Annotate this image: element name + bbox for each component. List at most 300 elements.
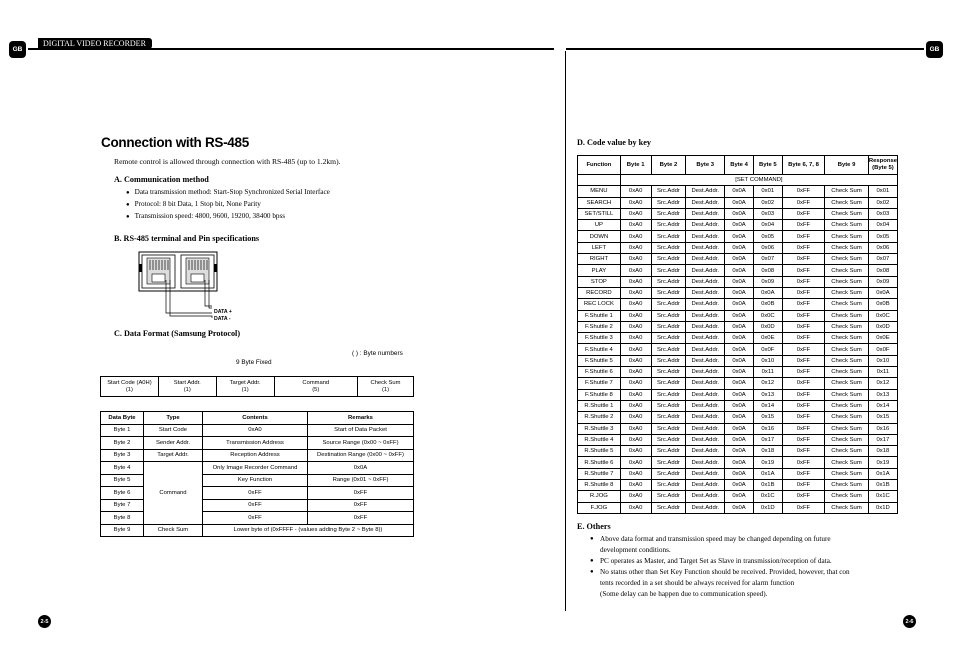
cell: Src.Addr bbox=[651, 457, 686, 468]
cell: R.Shuttle 8 bbox=[578, 480, 621, 491]
cell: Src.Addr bbox=[651, 186, 686, 197]
cell: Check Sum bbox=[825, 310, 869, 321]
col-header: Byte 6, 7, 8 bbox=[782, 156, 825, 175]
cell: 0xA0 bbox=[620, 299, 651, 310]
cell: 0xA0 bbox=[620, 423, 651, 434]
table-row bbox=[578, 480, 898, 491]
cell: 0x0E bbox=[753, 333, 782, 344]
cell: 0x19 bbox=[753, 457, 782, 468]
cell: 0x1C bbox=[868, 491, 897, 502]
section-e-heading: E. Others bbox=[577, 522, 611, 531]
cell: Dest.Addr. bbox=[686, 446, 725, 457]
cell: 0xA0 bbox=[620, 355, 651, 366]
cell: 0x0A bbox=[725, 480, 754, 491]
cell: Only Image Recorder Command bbox=[203, 462, 308, 475]
cell: 0x0A bbox=[725, 355, 754, 366]
cell: 0x16 bbox=[753, 423, 782, 434]
cell: 0xFF bbox=[782, 197, 825, 208]
cell: Src.Addr bbox=[651, 400, 686, 411]
cell: Src.Addr bbox=[651, 378, 686, 389]
cell: Check Sum bbox=[825, 434, 869, 445]
cell: 0x0A bbox=[725, 367, 754, 378]
cell: Check Sum bbox=[825, 242, 869, 253]
section-b-heading: B. RS-485 terminal and Pin specifications bbox=[114, 234, 260, 243]
cell: 0xFF bbox=[782, 378, 825, 389]
cell: Key Function bbox=[203, 474, 308, 487]
cell: 0xFF bbox=[782, 287, 825, 298]
table-row bbox=[578, 333, 898, 344]
cell: 0x02 bbox=[753, 197, 782, 208]
data-minus-label: DATA - bbox=[214, 316, 231, 322]
section-e-bullets bbox=[590, 534, 890, 600]
cell: Check Sum bbox=[825, 333, 869, 344]
table-row bbox=[578, 254, 898, 265]
cell: 0xA0 bbox=[620, 400, 651, 411]
cell: 0xA0 bbox=[620, 344, 651, 355]
cell: 0xFF bbox=[782, 389, 825, 400]
cell: 0x0A bbox=[725, 197, 754, 208]
cell: Dest.Addr. bbox=[686, 468, 725, 479]
table-row bbox=[578, 457, 898, 468]
col-header: Byte 2 bbox=[651, 156, 686, 175]
cell: R.Shuttle 2 bbox=[578, 412, 621, 423]
cell: 0x0A bbox=[725, 491, 754, 502]
table-row bbox=[578, 299, 898, 310]
cell: 0x0A bbox=[725, 378, 754, 389]
cell: 0x0A bbox=[725, 423, 754, 434]
col-header: Byte 3 bbox=[686, 156, 725, 175]
cell: Dest.Addr. bbox=[686, 333, 725, 344]
col-header: Byte 1 bbox=[620, 156, 651, 175]
cell: Dest.Addr. bbox=[686, 287, 725, 298]
cell: Check Sum bbox=[825, 457, 869, 468]
cell: Destination Range (0x00 ~ 0xFF) bbox=[308, 449, 414, 462]
cell: RIGHT bbox=[578, 254, 621, 265]
others-bullet bbox=[590, 534, 890, 556]
cell: SET/STILL bbox=[578, 208, 621, 219]
page-title: Connection with RS-485 bbox=[101, 135, 249, 150]
cell: Src.Addr bbox=[651, 231, 686, 242]
cell: 0x0A bbox=[725, 333, 754, 344]
cell: 0xFF bbox=[782, 231, 825, 242]
cell: 0x0A bbox=[308, 462, 414, 475]
cell: Src.Addr bbox=[651, 287, 686, 298]
cell: 0x0A bbox=[725, 502, 754, 513]
cell: 0x05 bbox=[868, 231, 897, 242]
cell: Check Sum bbox=[825, 299, 869, 310]
cell: Byte 5 bbox=[101, 474, 144, 487]
cell: 0x01 bbox=[868, 186, 897, 197]
cell: Src.Addr bbox=[651, 389, 686, 400]
cell: 0xFF bbox=[782, 434, 825, 445]
cell: 0x0A bbox=[725, 468, 754, 479]
cell: Src.Addr bbox=[651, 480, 686, 491]
col-header: Byte 5 bbox=[753, 156, 782, 175]
cell: 0x19 bbox=[868, 457, 897, 468]
table-row bbox=[578, 197, 898, 208]
table-row bbox=[578, 265, 898, 276]
bullet-dot-icon: ● bbox=[590, 558, 594, 564]
cell: Check Sum bbox=[825, 480, 869, 491]
col-header: Type bbox=[144, 412, 203, 425]
cell: 0x1D bbox=[753, 502, 782, 513]
cell: Src.Addr bbox=[651, 446, 686, 457]
table-row bbox=[101, 437, 414, 450]
cell: Check Sum bbox=[825, 344, 869, 355]
col-header: Function bbox=[578, 156, 621, 175]
table-row bbox=[578, 310, 898, 321]
table-row bbox=[101, 449, 414, 462]
cell: Dest.Addr. bbox=[686, 400, 725, 411]
cell: Check Sum bbox=[825, 412, 869, 423]
table-row bbox=[578, 208, 898, 219]
cell: 0x0B bbox=[753, 299, 782, 310]
cell: Check Sum bbox=[825, 355, 869, 366]
cell: Dest.Addr. bbox=[686, 480, 725, 491]
cell: Dest.Addr. bbox=[686, 434, 725, 445]
table-row bbox=[578, 378, 898, 389]
cell: Src.Addr bbox=[651, 423, 686, 434]
cell: F.Shuttle 1 bbox=[578, 310, 621, 321]
cell: Check Sum bbox=[825, 265, 869, 276]
cell: 0xFF bbox=[782, 412, 825, 423]
cell: 0x0A bbox=[725, 389, 754, 400]
cell: Check Sum bbox=[825, 446, 869, 457]
cell: 0xFF bbox=[782, 186, 825, 197]
col-header: Contents bbox=[203, 412, 308, 425]
header-rule-right bbox=[566, 48, 924, 50]
cell: 0x0A bbox=[725, 299, 754, 310]
cell: 0x1B bbox=[753, 480, 782, 491]
cell: Dest.Addr. bbox=[686, 355, 725, 366]
cell: Target Addr. bbox=[144, 449, 203, 462]
cell: SEARCH bbox=[578, 197, 621, 208]
cell: 0x0A bbox=[868, 287, 897, 298]
cell: 0xFF bbox=[308, 512, 414, 525]
table-row bbox=[578, 502, 898, 513]
cell: 0x11 bbox=[868, 367, 897, 378]
table-row bbox=[578, 468, 898, 479]
cell: 0x0A bbox=[725, 457, 754, 468]
cell: F.Shuttle 4 bbox=[578, 344, 621, 355]
cell: DOWN bbox=[578, 231, 621, 242]
cell: 0x04 bbox=[753, 220, 782, 231]
cell: 0xA0 bbox=[620, 220, 651, 231]
cell: 0x1C bbox=[753, 491, 782, 502]
cell: 0x0E bbox=[868, 333, 897, 344]
cell: Src.Addr bbox=[651, 355, 686, 366]
cell: REC LOCK bbox=[578, 299, 621, 310]
cell bbox=[578, 175, 621, 186]
cell: STOP bbox=[578, 276, 621, 287]
cell: F.Shuttle 2 bbox=[578, 321, 621, 332]
bullet-dot-icon: ● bbox=[590, 536, 594, 542]
cell: 0xA0 bbox=[620, 265, 651, 276]
cell: Check Sum bbox=[825, 231, 869, 242]
cell: 0x0A bbox=[725, 400, 754, 411]
cell: 0xA0 bbox=[620, 287, 651, 298]
cell: 0x1D bbox=[868, 502, 897, 513]
cell: 0x0A bbox=[725, 276, 754, 287]
cell: 0x06 bbox=[753, 242, 782, 253]
cell: MENU bbox=[578, 186, 621, 197]
table-row bbox=[578, 412, 898, 423]
bullet-line: PC operates as Master, and Target Set as Slave in transmission/reception of data. bbox=[600, 557, 832, 565]
cell: Byte 3 bbox=[101, 449, 144, 462]
cell: Byte 6 bbox=[101, 487, 144, 500]
format-cell: Start Code (A0H) (1) bbox=[101, 377, 159, 397]
cell: 0x0A bbox=[725, 412, 754, 423]
cell: 0xFF bbox=[203, 499, 308, 512]
col-header: Byte 9 bbox=[825, 156, 869, 175]
cell: Src.Addr bbox=[651, 242, 686, 253]
others-bullet bbox=[590, 556, 890, 567]
cell: Check Sum bbox=[825, 378, 869, 389]
cell: Dest.Addr. bbox=[686, 265, 725, 276]
cell: 0x0A bbox=[725, 434, 754, 445]
cell: 0x0C bbox=[753, 310, 782, 321]
table-row bbox=[578, 276, 898, 287]
cell: Dest.Addr. bbox=[686, 186, 725, 197]
cell: Dest.Addr. bbox=[686, 423, 725, 434]
cell: Check Sum bbox=[825, 321, 869, 332]
page-number-left: 2-5 bbox=[38, 615, 51, 628]
cell: 0xA0 bbox=[620, 412, 651, 423]
cell: Src.Addr bbox=[651, 220, 686, 231]
table-row bbox=[578, 321, 898, 332]
cell: 0x17 bbox=[753, 434, 782, 445]
cell: 0x0A bbox=[753, 287, 782, 298]
cell: Check Sum bbox=[825, 208, 869, 219]
cell: 0x13 bbox=[753, 389, 782, 400]
cell: 0x12 bbox=[868, 378, 897, 389]
cell: Src.Addr bbox=[651, 265, 686, 276]
cell: 0x0F bbox=[753, 344, 782, 355]
cell: 0x09 bbox=[753, 276, 782, 287]
cell: 0x0A bbox=[725, 287, 754, 298]
cell: Check Sum bbox=[825, 287, 869, 298]
cell: R.Shuttle 5 bbox=[578, 446, 621, 457]
cell: Dest.Addr. bbox=[686, 220, 725, 231]
cell: Dest.Addr. bbox=[686, 208, 725, 219]
table-row bbox=[578, 367, 898, 378]
cell: 0xFF bbox=[782, 333, 825, 344]
cell: Src.Addr bbox=[651, 208, 686, 219]
cell: Check Sum bbox=[825, 389, 869, 400]
cell: 0x13 bbox=[868, 389, 897, 400]
cell: 0x0A bbox=[725, 220, 754, 231]
cell: 0xFF bbox=[782, 400, 825, 411]
cell: Dest.Addr. bbox=[686, 344, 725, 355]
bullet-line: No status other than Set Key Function should be received. Provided, however, that con bbox=[600, 568, 850, 576]
table-row bbox=[578, 344, 898, 355]
table-row bbox=[578, 400, 898, 411]
cell: Byte 8 bbox=[101, 512, 144, 525]
col-header: Data Byte bbox=[101, 412, 144, 425]
cell: 0xFF bbox=[782, 344, 825, 355]
cell: 0x0F bbox=[868, 344, 897, 355]
cell: Src.Addr bbox=[651, 276, 686, 287]
col-header: Remarks bbox=[308, 412, 414, 425]
table-row bbox=[578, 389, 898, 400]
cell: 0xFF bbox=[782, 367, 825, 378]
format-cell: Check Sum (1) bbox=[358, 377, 414, 397]
cell: Src.Addr bbox=[651, 321, 686, 332]
cell: 0xA0 bbox=[620, 276, 651, 287]
cell: 0x03 bbox=[868, 208, 897, 219]
table-row bbox=[578, 231, 898, 242]
cell: 0x10 bbox=[868, 355, 897, 366]
cell: 0xFF bbox=[782, 480, 825, 491]
cell: Src.Addr bbox=[651, 502, 686, 513]
cell: Byte 1 bbox=[101, 424, 144, 437]
cell: 0xA0 bbox=[620, 254, 651, 265]
cell: 0x02 bbox=[868, 197, 897, 208]
cell: 0xA0 bbox=[620, 208, 651, 219]
section-a-bullet: ● Transmission speed: 4800, 9600, 19200, 38400 bpss bbox=[126, 212, 285, 220]
cell: 0x16 bbox=[868, 423, 897, 434]
code-value-table bbox=[577, 155, 898, 514]
cell: R.Shuttle 7 bbox=[578, 468, 621, 479]
byte-definition-table bbox=[100, 411, 414, 537]
cell: 0xA0 bbox=[620, 468, 651, 479]
cell: 0xFF bbox=[782, 491, 825, 502]
cell: Byte 2 bbox=[101, 437, 144, 450]
cell: 0x1B bbox=[868, 480, 897, 491]
cell: Check Sum bbox=[825, 186, 869, 197]
cell: 0x15 bbox=[868, 412, 897, 423]
bullet-line: development conditions. bbox=[600, 546, 671, 554]
cell: 0xFF bbox=[782, 502, 825, 513]
cell: 0xA0 bbox=[620, 231, 651, 242]
cell: Dest.Addr. bbox=[686, 378, 725, 389]
cell: 0x0D bbox=[753, 321, 782, 332]
byte-numbers-note: ( ) : Byte numbers bbox=[352, 350, 403, 357]
cell: 0x12 bbox=[753, 378, 782, 389]
cell: 0x0A bbox=[725, 254, 754, 265]
cell: 0xA0 bbox=[620, 197, 651, 208]
cell: 0xFF bbox=[782, 265, 825, 276]
cell: Dest.Addr. bbox=[686, 367, 725, 378]
bullet-line: Above data format and transmission speed may be changed depending on future bbox=[600, 535, 831, 543]
col-header: Byte 4 bbox=[725, 156, 754, 175]
cell: PLAY bbox=[578, 265, 621, 276]
cell: 0xA0 bbox=[620, 491, 651, 502]
cell: 0xA0 bbox=[203, 424, 308, 437]
cell: Sender Addr. bbox=[144, 437, 203, 450]
cell: Src.Addr bbox=[651, 367, 686, 378]
cell: 0x0D bbox=[868, 321, 897, 332]
cell: Transmission Address bbox=[203, 437, 308, 450]
cell: F.Shuttle 8 bbox=[578, 389, 621, 400]
cell: 0x08 bbox=[753, 265, 782, 276]
cell: 0xA0 bbox=[620, 333, 651, 344]
cell: Range (0x01 ~ 0xFF) bbox=[308, 474, 414, 487]
cell: 0x08 bbox=[868, 265, 897, 276]
cell: 0xFF bbox=[782, 276, 825, 287]
cell: 0xA0 bbox=[620, 457, 651, 468]
cell: 0x09 bbox=[868, 276, 897, 287]
gb-badge-left: GB bbox=[9, 41, 26, 58]
cell: Check Sum bbox=[825, 220, 869, 231]
bullet-line: tents recorded in a set should be always received for alarm function bbox=[600, 579, 795, 587]
cell: 0xFF bbox=[782, 220, 825, 231]
intro-text: Remote control is allowed through connection with RS-485 (up to 1.2km). bbox=[114, 157, 341, 166]
cell: 0x0A bbox=[725, 265, 754, 276]
section-c-heading: C. Data Format (Samsung Protocol) bbox=[114, 329, 241, 338]
cell: Dest.Addr. bbox=[686, 254, 725, 265]
cell: 0xFF bbox=[203, 487, 308, 500]
cell: 0xA0 bbox=[620, 367, 651, 378]
cell: Src.Addr bbox=[651, 412, 686, 423]
cell: 0xA0 bbox=[620, 480, 651, 491]
header-label: DIGITAL VIDEO RECORDER bbox=[38, 38, 152, 49]
format-cell: Start Addr. (1) bbox=[158, 377, 216, 397]
cell: 0x18 bbox=[753, 446, 782, 457]
cell: 0xA0 bbox=[620, 186, 651, 197]
cell: 0x14 bbox=[753, 400, 782, 411]
page-divider bbox=[565, 51, 566, 611]
page-number-right: 2-6 bbox=[903, 615, 916, 628]
cell: 0x0A bbox=[725, 446, 754, 457]
table-row bbox=[101, 424, 414, 437]
cell: 0x0B bbox=[868, 299, 897, 310]
cell: Dest.Addr. bbox=[686, 389, 725, 400]
cell: 0x17 bbox=[868, 434, 897, 445]
section-d-heading: D. Code value by key bbox=[577, 138, 651, 147]
cell: Src.Addr bbox=[651, 310, 686, 321]
section-a-bullet: ● Protocol: 8 bit Data, 1 Stop bit, None Parity bbox=[126, 200, 261, 208]
gb-badge-right: GB bbox=[926, 41, 943, 58]
cell: Start Code bbox=[144, 424, 203, 437]
cell: 0xA0 bbox=[620, 502, 651, 513]
cell: Dest.Addr. bbox=[686, 276, 725, 287]
cell: 0xFF bbox=[782, 208, 825, 219]
cell: 0x14 bbox=[868, 400, 897, 411]
cell: 0x0A bbox=[725, 344, 754, 355]
cell: R.Shuttle 3 bbox=[578, 423, 621, 434]
cell: 0x06 bbox=[868, 242, 897, 253]
nine-byte-fixed-label: 9 Byte Fixed bbox=[236, 359, 272, 366]
cell: Check Sum bbox=[825, 491, 869, 502]
cell: Check Sum bbox=[825, 276, 869, 287]
cell: 0x07 bbox=[753, 254, 782, 265]
cell: Src.Addr bbox=[651, 333, 686, 344]
bullet-line: (Some delay can be happen due to communication speed). bbox=[600, 590, 768, 598]
cell: Src.Addr bbox=[651, 254, 686, 265]
cell: 0x03 bbox=[753, 208, 782, 219]
command-type-cell: Command bbox=[144, 462, 203, 525]
cell: Source Range (0x00 ~ 0xFF) bbox=[308, 437, 414, 450]
cell: 0x05 bbox=[753, 231, 782, 242]
cell: 0xFF bbox=[782, 446, 825, 457]
cell: 0xA0 bbox=[620, 434, 651, 445]
cell: 0x01 bbox=[753, 186, 782, 197]
cell: 0x0C bbox=[868, 310, 897, 321]
table-row bbox=[578, 355, 898, 366]
cell: RECORD bbox=[578, 287, 621, 298]
table-row bbox=[101, 524, 414, 537]
cell: Dest.Addr. bbox=[686, 231, 725, 242]
cell: 0x10 bbox=[753, 355, 782, 366]
cell: Check Sum bbox=[825, 197, 869, 208]
cell: 0xFF bbox=[308, 487, 414, 500]
cell: F.JOG bbox=[578, 502, 621, 513]
cell: 0xFF bbox=[308, 499, 414, 512]
col-header: Response (Byte 5) bbox=[868, 156, 897, 175]
cell: 0x1A bbox=[868, 468, 897, 479]
cell: 0xA0 bbox=[620, 242, 651, 253]
